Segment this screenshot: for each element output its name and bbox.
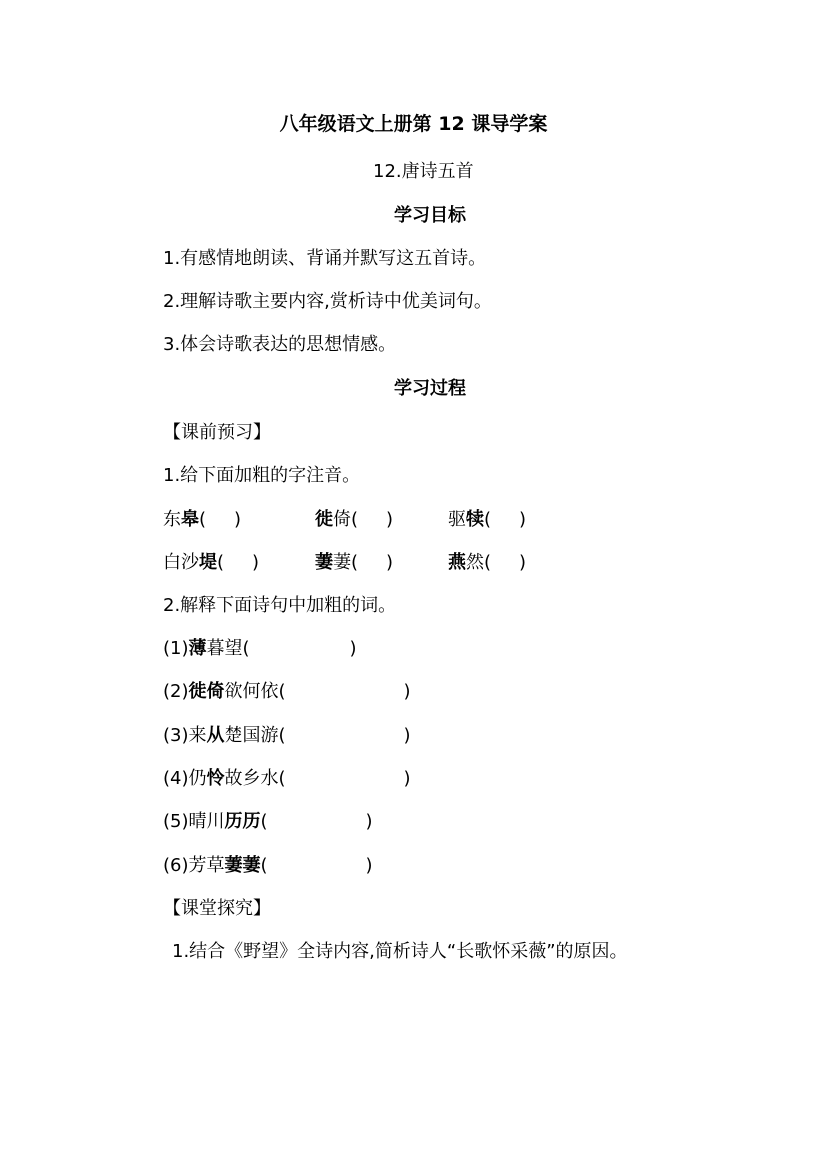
preview-question-2: 2.解释下面诗句中加粗的词。: [163, 595, 397, 616]
pinyin-item: 东皋( ): [163, 509, 242, 530]
preview-question-1: 1.给下面加粗的字注音。: [163, 465, 361, 486]
pinyin-item: 白沙堤( ): [163, 552, 260, 573]
explain-item: (1)薄暮望( ): [163, 638, 357, 659]
goal-item: 1.有感情地朗读、背诵并默写这五首诗。: [163, 248, 487, 269]
pinyin-item: 徙倚( ): [315, 509, 394, 530]
goal-item: 2.理解诗歌主要内容,赏析诗中优美词句。: [163, 291, 492, 312]
goal-item: 3.体会诗歌表达的思想情感。: [163, 334, 397, 355]
explain-item: (4)仍怜故乡水( ): [163, 768, 411, 789]
explain-item: (3)来从楚国游( ): [163, 725, 411, 746]
process-heading: 学习过程: [394, 378, 466, 399]
explain-item: (5)晴川历历( ): [163, 811, 373, 832]
pinyin-item: 萋萋( ): [315, 552, 394, 573]
goals-heading: 学习目标: [394, 205, 466, 226]
page-title: 八年级语文上册第 12 课导学案: [279, 113, 548, 135]
class-question-1: 1.结合《野望》全诗内容,简析诗人“长歌怀采薇”的原因。: [172, 941, 628, 962]
explain-item: (6)芳草萋萋( ): [163, 855, 373, 876]
preview-label: 【课前预习】: [163, 422, 271, 443]
explain-item: (2)徙倚欲何依( ): [163, 681, 411, 702]
class-label: 【课堂探究】: [163, 898, 271, 919]
pinyin-row: [163, 508, 241, 532]
pinyin-item: 驱犊( ): [448, 509, 527, 530]
lesson-subtitle: 12.唐诗五首: [373, 161, 474, 182]
pinyin-item: 燕然( ): [448, 552, 527, 573]
